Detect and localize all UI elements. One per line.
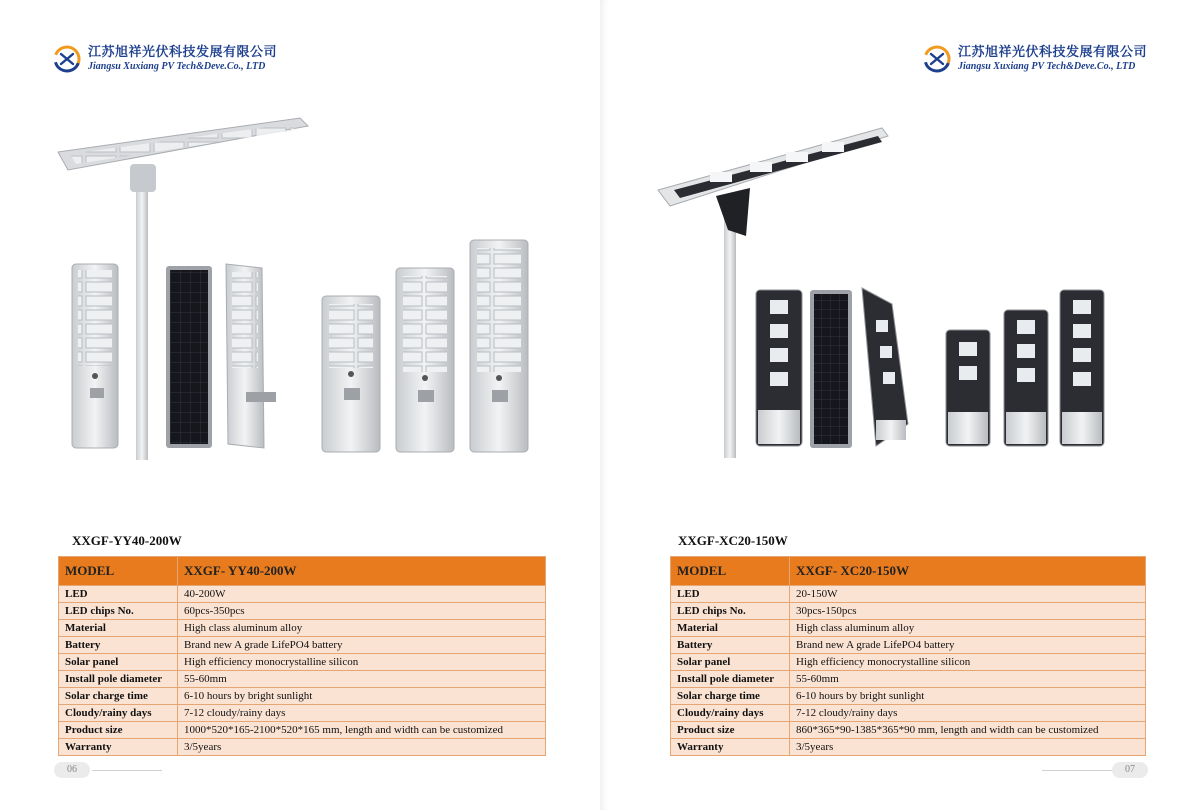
header-key: MODEL xyxy=(59,557,178,586)
row-value: 860*365*90-1385*365*90 mm, length and width can be customized xyxy=(790,722,1146,739)
table-row xyxy=(671,739,1146,756)
table-row xyxy=(671,671,1146,688)
table-row xyxy=(671,637,1146,654)
row-key: LED chips No. xyxy=(671,603,790,620)
spec-table-header xyxy=(671,557,1146,586)
spec-table xyxy=(58,556,546,756)
row-value: 7-12 cloudy/rainy days xyxy=(790,705,1146,722)
row-key: LED xyxy=(59,586,178,603)
model-title: XXGF-XC20-150W xyxy=(678,533,788,548)
row-key: Battery xyxy=(671,637,790,654)
company-name-en: Jiangsu Xuxiang PV Tech&Deve.Co., LTD xyxy=(958,60,1136,72)
row-value: 1000*520*165-2100*520*165 mm, length and width can be customized xyxy=(178,722,546,739)
row-key: Install pole diameter xyxy=(59,671,178,688)
table-row xyxy=(59,739,546,756)
table-row xyxy=(59,654,546,671)
row-value: High class aluminum alloy xyxy=(790,620,1146,637)
product-image-yy-series xyxy=(50,112,550,462)
table-row xyxy=(59,603,546,620)
table-row xyxy=(59,705,546,722)
table-row xyxy=(59,620,546,637)
row-value: High class aluminum alloy xyxy=(178,620,546,637)
table-row xyxy=(59,671,546,688)
table-row xyxy=(671,705,1146,722)
xx-logo-icon xyxy=(52,44,82,74)
table-row xyxy=(671,586,1146,603)
row-key: Warranty xyxy=(59,739,178,756)
row-value: 40-200W xyxy=(178,586,546,603)
company-name-en: Jiangsu Xuxiang PV Tech&Deve.Co., LTD xyxy=(88,60,266,72)
row-value: Brand new A grade LifePO4 battery xyxy=(790,637,1146,654)
table-row xyxy=(671,722,1146,739)
table-row xyxy=(59,688,546,705)
row-value: 6-10 hours by bright sunlight xyxy=(178,688,546,705)
row-key: Solar panel xyxy=(671,654,790,671)
row-value: 3/5years xyxy=(790,739,1146,756)
row-key: Battery xyxy=(59,637,178,654)
company-logo xyxy=(922,44,1147,74)
row-key: Cloudy/rainy days xyxy=(671,705,790,722)
company-name-cn: 江苏旭祥光伏科技发展有限公司 xyxy=(958,45,1148,61)
row-value: 30pcs-150pcs xyxy=(790,603,1146,620)
row-key: Solar charge time xyxy=(59,688,178,705)
row-key: Material xyxy=(59,620,178,637)
page-number-rule xyxy=(92,770,162,771)
right-page xyxy=(600,0,1200,810)
row-key: Product size xyxy=(59,722,178,739)
table-row xyxy=(671,603,1146,620)
row-key: Product size xyxy=(671,722,790,739)
row-key: Cloudy/rainy days xyxy=(59,705,178,722)
company-name-cn: 江苏旭祥光伏科技发展有限公司 xyxy=(88,45,278,61)
row-value: 55-60mm xyxy=(790,671,1146,688)
row-value: 7-12 cloudy/rainy days xyxy=(178,705,546,722)
table-row xyxy=(671,620,1146,637)
row-key: Material xyxy=(671,620,790,637)
row-key: Solar panel xyxy=(59,654,178,671)
row-value: 20-150W xyxy=(790,586,1146,603)
header-key: MODEL xyxy=(671,557,790,586)
row-key: Warranty xyxy=(671,739,790,756)
header-value: XXGF- XC20-150W xyxy=(790,557,1146,586)
header-value: XXGF- YY40-200W xyxy=(178,557,546,586)
row-value: 60pcs-350pcs xyxy=(178,603,546,620)
row-key: Solar charge time xyxy=(671,688,790,705)
model-title: XXGF-YY40-200W xyxy=(72,533,182,548)
row-value: 55-60mm xyxy=(178,671,546,688)
table-row xyxy=(59,637,546,654)
row-value: High efficiency monocrystalline silicon xyxy=(790,654,1146,671)
spec-table-header xyxy=(59,557,546,586)
row-key: LED chips No. xyxy=(59,603,178,620)
table-row xyxy=(671,654,1146,671)
table-row xyxy=(671,688,1146,705)
row-value: High efficiency monocrystalline silicon xyxy=(178,654,546,671)
spec-table xyxy=(670,556,1146,756)
row-value: Brand new A grade LifePO4 battery xyxy=(178,637,546,654)
row-value: 6-10 hours by bright sunlight xyxy=(790,688,1146,705)
xx-logo-icon xyxy=(922,44,952,74)
row-value: 3/5years xyxy=(178,739,546,756)
row-key: LED xyxy=(671,586,790,603)
page-number-rule xyxy=(1042,770,1112,771)
product-image-xc-series xyxy=(650,120,1150,460)
table-row xyxy=(59,722,546,739)
table-row xyxy=(59,586,546,603)
row-key: Install pole diameter xyxy=(671,671,790,688)
page-number: 07 xyxy=(1112,762,1148,778)
page-number: 06 xyxy=(54,762,90,778)
company-logo xyxy=(52,44,277,74)
